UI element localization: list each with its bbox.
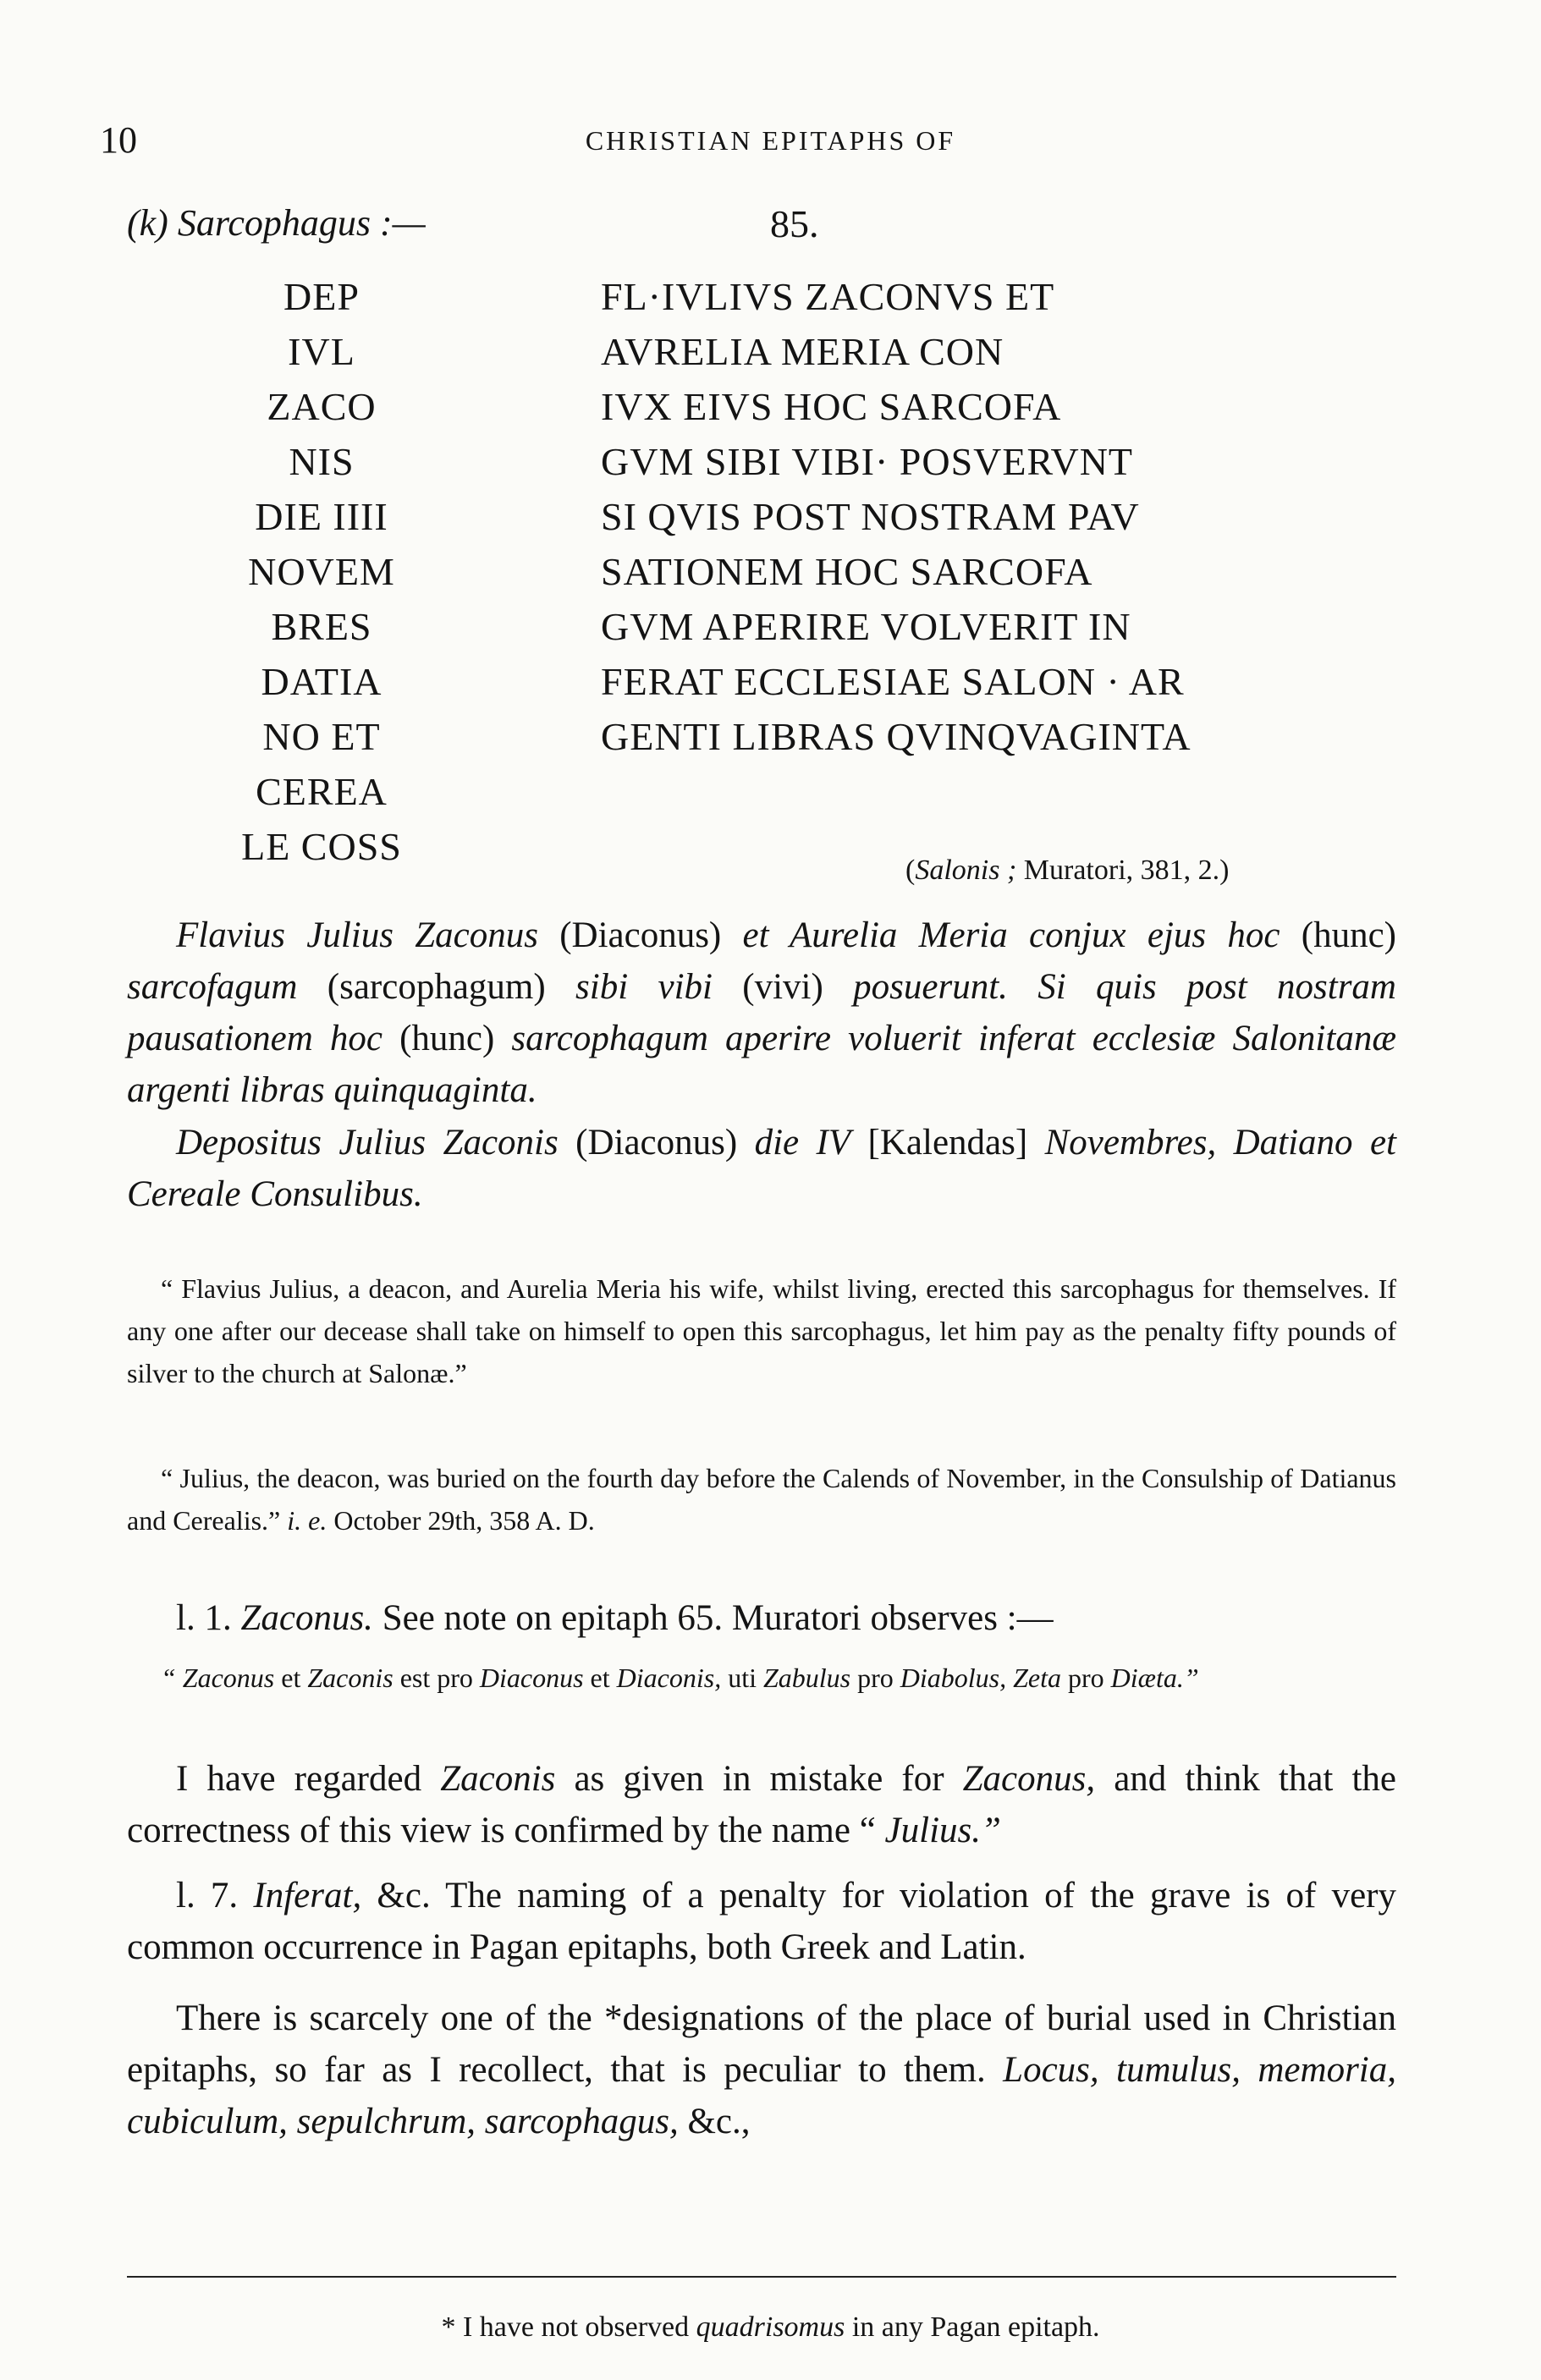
latin-text: posuerunt. Si quis post nostram pausationem hoc [127, 967, 1396, 1058]
inscription-line: GENTI LIBRAS QVINQVAGINTA [601, 715, 1192, 758]
quote-term: Diabolus, Zeta [900, 1663, 1061, 1693]
commentary-text: I have regarded [176, 1759, 441, 1799]
latin-text: die IV [754, 1123, 851, 1163]
quote-term: Diæta.” [1110, 1663, 1199, 1693]
note-term: Zaconus. [240, 1598, 373, 1638]
latin-gloss: (hunc) [382, 1019, 512, 1058]
commentary-term: Inferat, [253, 1876, 362, 1916]
latin-text: et Aurelia Meria conjux ejus hoc [742, 915, 1280, 955]
commentary-text: There is scarcely one of the *designations of the place of burial used in Christian epitaphs, so far as I recollect, that is peculiar to them. [127, 1998, 1396, 2090]
translation-abbrev: i. e. [287, 1505, 327, 1536]
latin-gloss: [Kalendas] [850, 1123, 1045, 1163]
commentary-term: Locus, tumulus, memoria, cubiculum, sepulchrum, sarcophagus, [127, 2050, 1397, 2141]
translation-paragraph-2 [127, 1457, 1396, 1542]
latin-text: Flavius Julius Zaconus [176, 915, 538, 955]
deposition-paragraph [127, 1117, 1396, 1220]
quote-text: est pro [393, 1663, 480, 1693]
note-ref: l. 1. [176, 1598, 241, 1638]
translation-text: October 29th, 358 A. D. [327, 1505, 595, 1536]
footnote-divider [127, 2276, 1396, 2278]
latin-expansion-paragraph [127, 910, 1396, 1116]
source-reference: Muratori, 381, 2.) [1023, 855, 1230, 886]
quote-term: Zaconis [307, 1663, 394, 1693]
latin-gloss: (Diaconus) [558, 1123, 755, 1163]
commentary-paragraph-1 [127, 1753, 1396, 1856]
quote-text: uti [721, 1663, 763, 1693]
latin-gloss: (Diaconus) [537, 915, 743, 955]
quote-text: pro [850, 1663, 900, 1693]
commentary-text: as given in mistake for [555, 1759, 963, 1799]
inscription-line: IVL [288, 330, 355, 373]
inscription-line: GVM APERIRE VOLVERIT IN [601, 605, 1131, 648]
latin-gloss: (sarcophagum) [297, 967, 576, 1007]
inscription-line: GVM SIBI VIBI· POSVERVNT [601, 440, 1134, 483]
inscription-line: SATIONEM HOC SARCOFA [601, 550, 1093, 593]
footnote-text: * I have not observed [441, 2311, 696, 2343]
inscription-line: DIE IIII [255, 495, 388, 538]
latin-text: Depositus Julius Zaconis [176, 1123, 559, 1163]
commentary-text: l. 7. [176, 1876, 254, 1916]
commentary-term: Zaconus, [962, 1759, 1096, 1799]
inscription-line: NIS [289, 440, 355, 483]
inscription-right-column [601, 269, 1192, 764]
translation-text: “ Julius, the deacon, was buried on the fourth day before the Calends of November, in the Consulship of Datianus and Cerealis.” [127, 1463, 1396, 1536]
latin-text: sarcofagum [127, 967, 298, 1007]
commentary-paragraph-3 [127, 1992, 1396, 2147]
translation-paragraph: “ Flavius Julius, a deacon, and Aurelia Meria his wife, whilst living, erected this sarcophagus for themselves. If any one after our decease shall take on himself to open this sarcophagus, let him pay as the penalty fifty pounds of silver to the church at Salonæ.” [127, 1273, 1396, 1388]
source-place: Salonis ; [915, 855, 1017, 886]
quote-term: Diaconis, [616, 1663, 722, 1693]
inscription-line: DATIA [261, 660, 382, 703]
inscription-line: AVRELIA MERIA CON [601, 330, 1004, 373]
source-citation: (Salonis ; Muratori, 381, 2.) [905, 855, 1230, 886]
footnote [0, 2311, 1541, 2344]
quote-term: Zabulus [762, 1663, 851, 1693]
commentary-paragraph-2 [127, 1870, 1396, 1973]
latin-gloss: (hunc) [1280, 915, 1396, 955]
inscription-line: CEREA [256, 770, 388, 813]
quote-text: et [583, 1663, 617, 1693]
inscription-line: NO ET [262, 715, 381, 758]
note-text: See note on epitaph 65. Muratori observes :— [372, 1598, 1054, 1638]
commentary-term: Zaconis [440, 1759, 556, 1799]
latin-text: sarcophagum aperire voluerit inferat ecclesiæ Salonitanæ argenti libras quinquaginta. [127, 1019, 1396, 1110]
quote-text: pro [1061, 1663, 1111, 1693]
inscription-line: IVX EIVS HOC SARCOFA [601, 385, 1062, 428]
latin-text: sibi vibi [575, 967, 713, 1007]
epitaph-number: 85. [770, 202, 819, 245]
quote-term: Diaconus [479, 1663, 584, 1693]
running-head: CHRISTIAN EPITAPHS OF [585, 125, 956, 156]
latin-gloss: (vivi) [712, 967, 854, 1007]
inscription-line: DEP [283, 275, 360, 318]
sarcophagus-label: (k) Sarcophagus :— [127, 202, 426, 244]
note-line-1 [127, 1592, 1396, 1644]
commentary-term: Julius.” [884, 1811, 1001, 1850]
latin-text: Novembres, Datiano et Cereale Consulibus. [127, 1123, 1396, 1214]
muratori-quote [127, 1657, 1396, 1699]
inscription-line: ZACO [267, 385, 377, 428]
inscription-line: NOVEM [248, 550, 395, 593]
commentary-text: &c. The naming of a penalty for violation of the grave is of very common occurrence in Pagan epitaphs, both Greek and Latin. [127, 1876, 1396, 1967]
commentary-text: &c., [678, 2102, 751, 2141]
inscription-line: LE COSS [241, 825, 402, 868]
inscription-line: BRES [271, 605, 372, 648]
inscription-line: FERAT ECCLESIAE SALON · AR [601, 660, 1185, 703]
inscription-left-column [195, 269, 449, 874]
page-number: 10 [100, 119, 137, 161]
inscription-line: FL·IVLIVS ZACONVS ET [601, 275, 1055, 318]
commentary-text: and think that the correctness of this view is confirmed by the name “ [127, 1759, 1396, 1850]
quote-text: et [274, 1663, 308, 1693]
footnote-term: quadrisomus [696, 2311, 845, 2343]
footnote-text: in any Pagan epitaph. [845, 2311, 1100, 2343]
inscription-line: SI QVIS POST NOSTRAM PAV [601, 495, 1140, 538]
quote-term: “ Zaconus [161, 1663, 275, 1693]
